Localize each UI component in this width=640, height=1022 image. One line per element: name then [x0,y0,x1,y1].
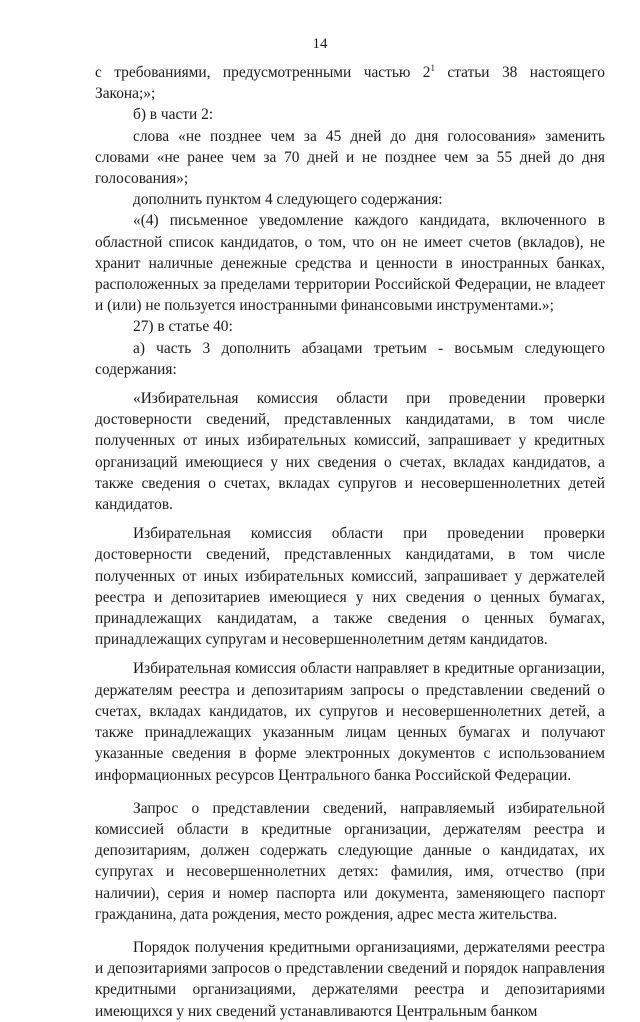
paragraph: Избирательная комиссия области направляет в кредитные организации, держателям реестра и депозитариям запросы о представлении сведений о счетах, вкладах кандидатов, их супругов и несовершеннолетних детей, а также принадлежащих указанным лицам ценных бумагах и получают указанные сведения в форме электронных документов с использованием информационных ресурсов Центрального банка Российской Федерации. [95,660,605,784]
paragraph: Запрос о представлении сведений, направляемый избирательной комиссией области в кредитные организации, держателям реестра и депозитариям, должен содержать следующие данные о кандидатах, их супругах и несовершеннолетних детях: фамилия, имя, отчество (при наличии), серия и номер паспорта или документа, заменяющего паспорт гражданина, дата рождения, место рождения, адрес места жительства. [95,799,605,923]
paragraph [95,62,605,104]
paragraph: Порядок получения кредитными организациями, держателями реестра и депозитариями запросов о представлении сведений и порядок направления кредитными организациями, держателями реестра и депозитариями имеющихся у них сведений устанавливаются Центральным банком [95,938,605,1020]
paragraph: дополнить пунктом 4 следующего содержания: [133,191,443,209]
paragraph: «(4) письменное уведомление каждого кандидата, включенного в областной список кандидатов, о том, что он не имеет счетов (вкладов), не хранит наличные денежные средства и ценности в иностранных банках, расположенных за пределами территории Российской Федерации, не владеет и (или) не пользуется иностранными финансовыми инструментами.»; [95,212,605,315]
paragraph: 27) в статье 40: [133,318,233,336]
superscript: 1 [430,63,435,73]
paragraph: «Избирательная комиссия области при проведении проверки достоверности сведений, представленных кандидатами, в том числе полученных от иных избирательных комиссий, запрашивает у кредитных организаций имеющиеся у них сведения о счетах, вкладах кандидатов, а также сведения о счетах, вкладах супругов и несовершеннолетних детей кандидатов. [95,390,605,514]
page-number: 14 [312,36,328,52]
paragraph: Избирательная комиссия области при проведении проверки достоверности сведений, представленных кандидатами, в том числе полученных от иных избирательных комиссий, запрашивает у держателей реестра и депозитариев имеющиеся у них сведения о ценных бумагах, принадлежащих кандидатам, а также сведения о ценных бумагах, принадлежащих супругам и несовершеннолетним детям кандидатов. [95,525,605,649]
paragraph-text: статьи 38 настоящего Закона;»; [95,64,605,103]
paragraph-text: с требованиями, предусмотренными частью 2 [95,64,431,81]
paragraph: слова «не позднее чем за 45 дней до дня голосования» заменить словами «не ранее чем за 70 дней и не позднее чем за 55 дней до дня голосования»; [95,127,605,188]
paragraph: б) в части 2: [133,106,214,124]
document-body [95,62,605,1022]
paragraph: а) часть 3 дополнить абзацами третьим - восьмым следующего содержания: [95,339,605,378]
